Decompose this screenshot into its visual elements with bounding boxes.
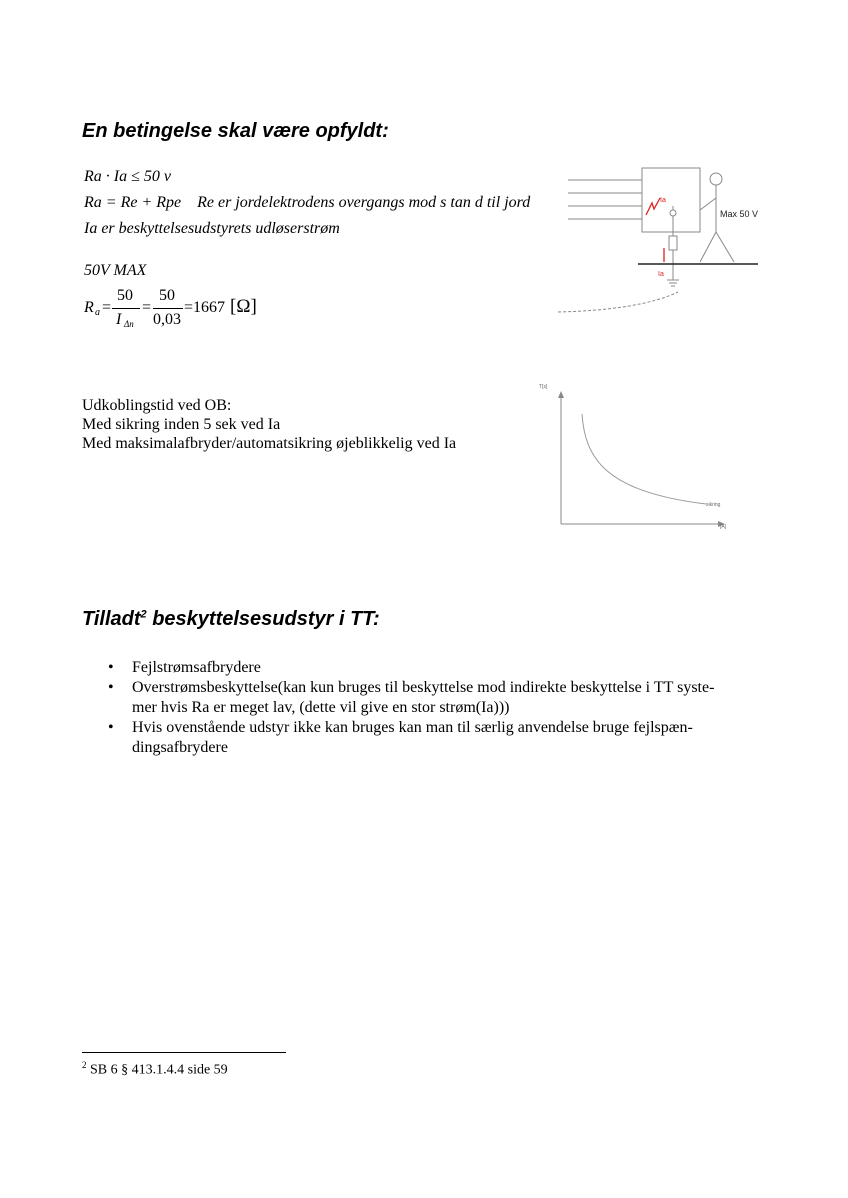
equation-ra-sum [84, 194, 530, 212]
person-leg-left [700, 232, 716, 262]
formula-num-1: 50 [117, 287, 133, 304]
person-leg-right [716, 232, 734, 262]
disconnect-time-block [82, 396, 456, 453]
list-item-text-cont: dingsafbrydere [132, 739, 228, 756]
fuse-curve [582, 414, 706, 504]
list-item [108, 658, 788, 678]
disconnect-line-2: Med sikring inden 5 sek ved Ia [82, 416, 281, 433]
heading-protection-rest: beskyttelsesudstyr i TT: [146, 608, 380, 630]
section-heading-condition: En betingelse skal være opfyldt: [82, 120, 389, 142]
list-item-text: Fejlstrømsafbrydere [132, 659, 261, 676]
footnote [82, 1060, 228, 1079]
x-axis-label: [A] [720, 524, 727, 530]
bullet-icon: • [108, 719, 114, 736]
list-item-text: Overstrømsbeskyttelse(kan kun bruges til beskyttelse mod indirekte beskyttelse i TT syste- [132, 679, 715, 696]
formula-equals-2: = [142, 299, 152, 316]
earth-return-path [558, 292, 678, 312]
heading-protection-start: Tilladt [82, 608, 141, 630]
footnote-number: 2 [82, 1060, 87, 1070]
formula-den-1: I [116, 311, 122, 328]
protection-list [108, 658, 788, 758]
disconnect-line-3: Med maksimalafbryder/automatsikring øjeblikkelig ved Ia [82, 435, 457, 452]
list-item-text-cont: mer hvis Ra er meget lav, (dette vil give en stor strøm(Ia))) [132, 699, 510, 716]
equation-ia-definition: Ia er beskyttelsesudstyrets udløserstrøm [84, 220, 340, 237]
list-item-text: Hvis ovenstående udstyr ikke kan bruges kan man til særlig anvendelse bruge fejlspæn- [132, 719, 693, 736]
y-axis-label: T[s] [539, 384, 548, 390]
footnote-ref-2: 2 [140, 608, 147, 621]
formula-lhs: R [84, 299, 94, 316]
y-axis-arrow [558, 391, 564, 398]
ia-label-bottom: Ia [658, 271, 664, 278]
bullet-icon: • [108, 659, 114, 676]
bullet-icon: • [108, 679, 114, 696]
earth-resistor [669, 236, 677, 250]
fraction-bar-1 [112, 308, 140, 309]
fraction-bar-2 [153, 308, 183, 309]
time-current-curve [530, 378, 740, 532]
list-item [108, 678, 788, 718]
formula-den-2: 0,03 [153, 311, 181, 328]
formula-den-1-sub: Δn [124, 319, 134, 329]
person-head [710, 173, 722, 185]
disconnect-line-1: Udkoblingstid ved OB: [82, 397, 232, 414]
formula-equals-1: = [102, 299, 112, 316]
tt-fault-diagram [550, 160, 770, 320]
ia-label-top: Ia [660, 197, 666, 204]
equation-ra-ia: Ra · Ia ≤ 50 v [84, 168, 171, 185]
list-item [108, 718, 788, 758]
max-voltage-label: 50V MAX [84, 262, 147, 279]
pe-terminal [670, 210, 676, 216]
curve-label: sikring [706, 502, 721, 508]
fault-arrow [646, 198, 660, 215]
person-arm [700, 198, 716, 210]
formula-result: =1667 [184, 299, 226, 316]
max-voltage-diagram-label: Max 50 V [720, 209, 759, 219]
formula-lhs-sub: a [95, 307, 100, 318]
formula-num-2: 50 [159, 287, 175, 304]
equipment-enclosure [642, 168, 700, 232]
section-heading-protection [82, 608, 380, 631]
formula-unit: [Ω] [230, 296, 257, 317]
ra-formula [82, 287, 282, 335]
equation-re-note: Re er jordelektrodens overgangs mod s tan d til jord [197, 194, 531, 211]
footnote-separator [82, 1052, 286, 1053]
footnote-text: SB 6 § 413.1.4.4 side 59 [90, 1062, 228, 1078]
equation-ra-sum-lhs: Ra = Re + Rpe [84, 194, 182, 211]
